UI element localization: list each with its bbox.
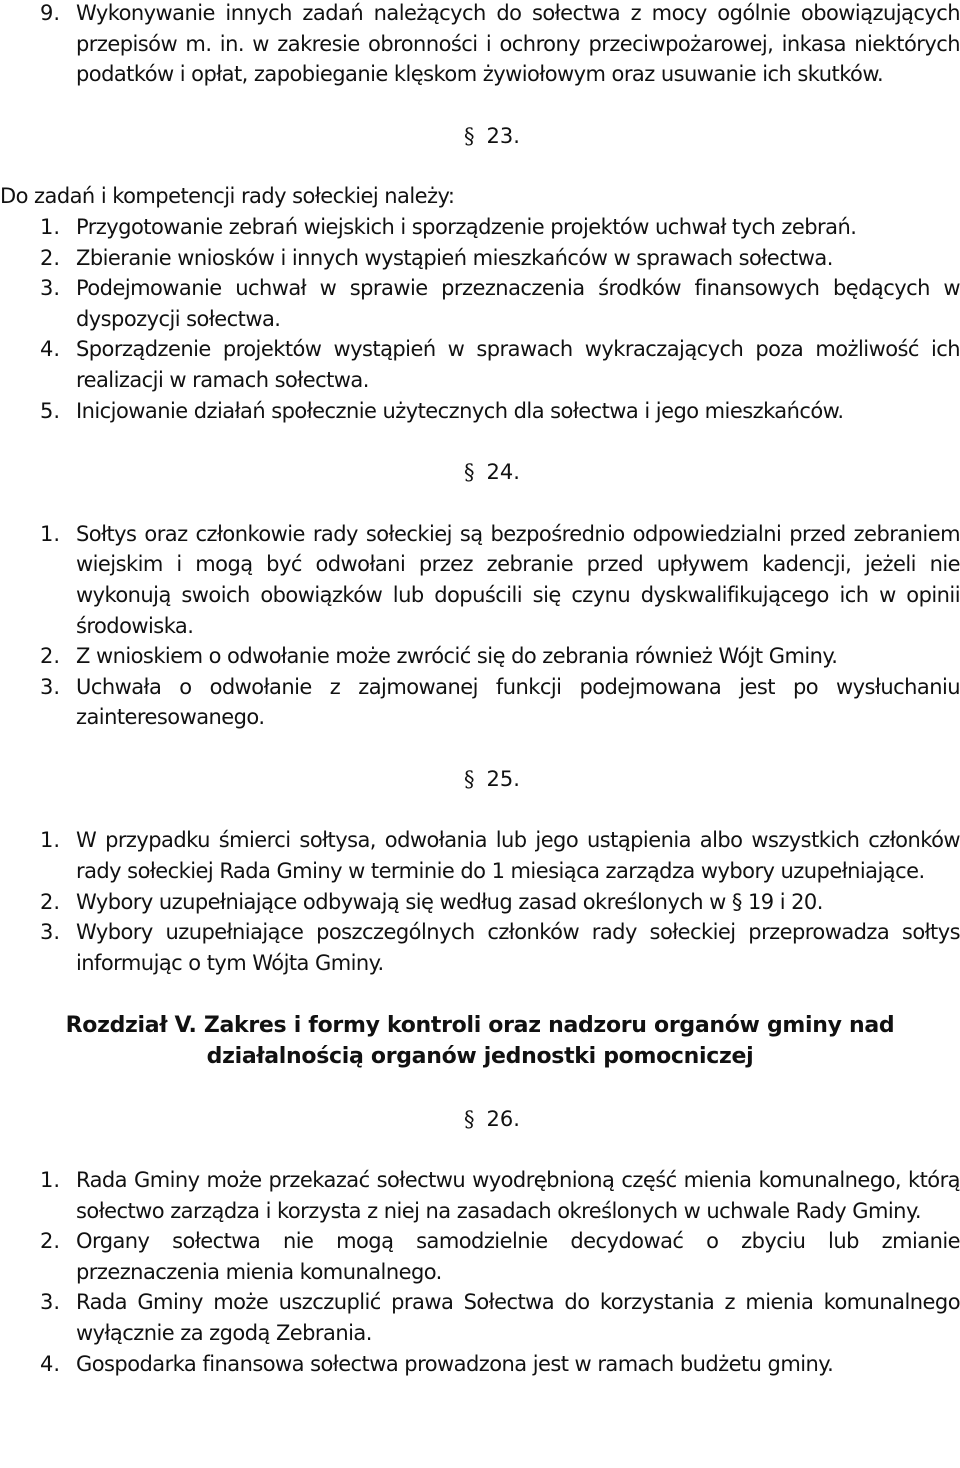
item-number: 1. <box>40 1168 61 1193</box>
paragraph-heading-23 <box>0 121 960 152</box>
section-symbol: § <box>464 1107 475 1132</box>
section-symbol: § <box>464 123 475 148</box>
lead-text: Do zadań i kompetencji rady sołeckiej należy: <box>0 184 455 209</box>
section-symbol: § <box>464 766 475 791</box>
item-text: Rada Gminy może przekazać sołectwu wyodrębnioną część mienia komunalnego, którą sołectwo zarządza i korzysta z niej na zasadach określonych w uchwale Rady Gminy. <box>76 1168 960 1223</box>
item-text: Inicjowanie działań społecznie użytecznych dla sołectwa i jego mieszkańców. <box>76 398 844 423</box>
list-item <box>0 641 960 672</box>
item-text: Podejmowanie uchwał w sprawie przeznaczenia środków finansowych będących w dyspozycji sołectwa. <box>76 276 960 331</box>
list-item <box>0 519 960 641</box>
paragraph-lead <box>0 181 960 212</box>
paragraph-number: 24. <box>486 460 520 485</box>
item-number: 1. <box>40 214 61 239</box>
item-text: Wykonywanie innych zadań należących do sołectwa z mocy ogólnie obowiązujących przepisów m. in. w zakresie obronności i ochrony przeciwpożarowej, inkasa niektórych podatków i opłat, zapobieganie klęskom żywiołowym oraz usuwanie ich skutków. <box>76 1 960 87</box>
item-text: Sołtys oraz członkowie rady sołeckiej są bezpośrednio odpowiedzialni przed zebraniem wiejskim i mogą być odwołani przez zebranie przed upływem kadencji, jeżeli nie wykonują swoich obowiązków lub dopuścili się czynu dyskwalifikującego ich w opinii środowiska. <box>76 521 960 638</box>
paragraph-heading-26 <box>0 1104 960 1135</box>
list-item <box>0 212 960 243</box>
item-text: Rada Gminy może uszczuplić prawa Sołectwa do korzystania z mienia komunalnego wyłącznie za zgodą Zebrania. <box>76 1290 960 1345</box>
list-item <box>0 887 960 918</box>
item-text: Organy sołectwa nie mogą samodzielnie decydować o zbyciu lub zmianie przeznaczenia mienia komunalnego. <box>76 1229 960 1284</box>
item-text: W przypadku śmierci sołtysa, odwołania lub jego ustąpienia albo wszystkich członków rady sołeckiej Rada Gminy w terminie do 1 miesiąca zarządza wybory uzupełniające. <box>76 828 960 884</box>
item-number: 4. <box>40 337 61 362</box>
item-number: 2. <box>40 889 61 914</box>
item-number: 3. <box>40 1290 61 1315</box>
item-number: 2. <box>40 1229 61 1254</box>
item-text: Gospodarka finansowa sołectwa prowadzona jest w ramach budżetu gminy. <box>76 1351 834 1376</box>
list-item <box>0 1349 960 1380</box>
list-item <box>0 1165 960 1226</box>
paragraph-heading-24 <box>0 457 960 488</box>
paragraph-number: 26. <box>486 1107 520 1132</box>
list-item <box>0 1226 960 1287</box>
list-item <box>0 396 960 427</box>
item-number: 3. <box>40 276 61 301</box>
list-item <box>0 0 960 90</box>
item-number: 3. <box>40 920 61 945</box>
item-number: 1. <box>40 828 61 853</box>
item-text: Sporządzenie projektów wystąpień w sprawach wykraczających poza możliwość ich realizacji w ramach sołectwa. <box>76 337 960 392</box>
chapter-heading-line-2: działalnością organów jednostki pomocniczej <box>206 1044 754 1070</box>
item-text: Przygotowanie zebrań wiejskich i sporządzenie projektów uchwał tych zebrań. <box>76 214 857 239</box>
item-number: 9. <box>40 1 61 25</box>
list-item <box>0 273 960 334</box>
list-item <box>0 334 960 395</box>
paragraph-number: 23. <box>486 123 520 148</box>
paragraph-number: 25. <box>486 766 520 791</box>
section-symbol: § <box>464 460 475 485</box>
item-text: Zbieranie wniosków i innych wystąpień mieszkańców w sprawach sołectwa. <box>76 245 833 270</box>
list-item <box>0 1287 960 1348</box>
item-number: 2. <box>40 245 61 270</box>
chapter-heading <box>0 1010 960 1072</box>
item-number: 5. <box>40 398 61 423</box>
chapter-heading-line-1: Rozdział V. Zakres i formy kontroli oraz nadzoru organów gminy nad <box>65 1013 895 1039</box>
paragraph-heading-25 <box>0 764 960 795</box>
list-item <box>0 243 960 274</box>
item-text: Wybory uzupełniające odbywają się według zasad określonych w § 19 i 20. <box>76 889 823 914</box>
list-item <box>0 917 960 978</box>
list-item <box>0 825 960 886</box>
item-text: Wybory uzupełniające poszczególnych członków rady sołeckiej przeprowadza sołtys informując o tym Wójta Gminy. <box>76 920 960 975</box>
item-number: 4. <box>40 1351 61 1376</box>
item-number: 2. <box>40 644 61 669</box>
item-text: Uchwała o odwołanie z zajmowanej funkcji podejmowana jest po wysłuchaniu zainteresowanego. <box>76 674 960 730</box>
item-number: 1. <box>40 521 61 546</box>
item-text: Z wnioskiem o odwołanie może zwrócić się do zebrania również Wójt Gminy. <box>76 644 838 669</box>
item-number: 3. <box>40 674 61 699</box>
list-item <box>0 672 960 733</box>
